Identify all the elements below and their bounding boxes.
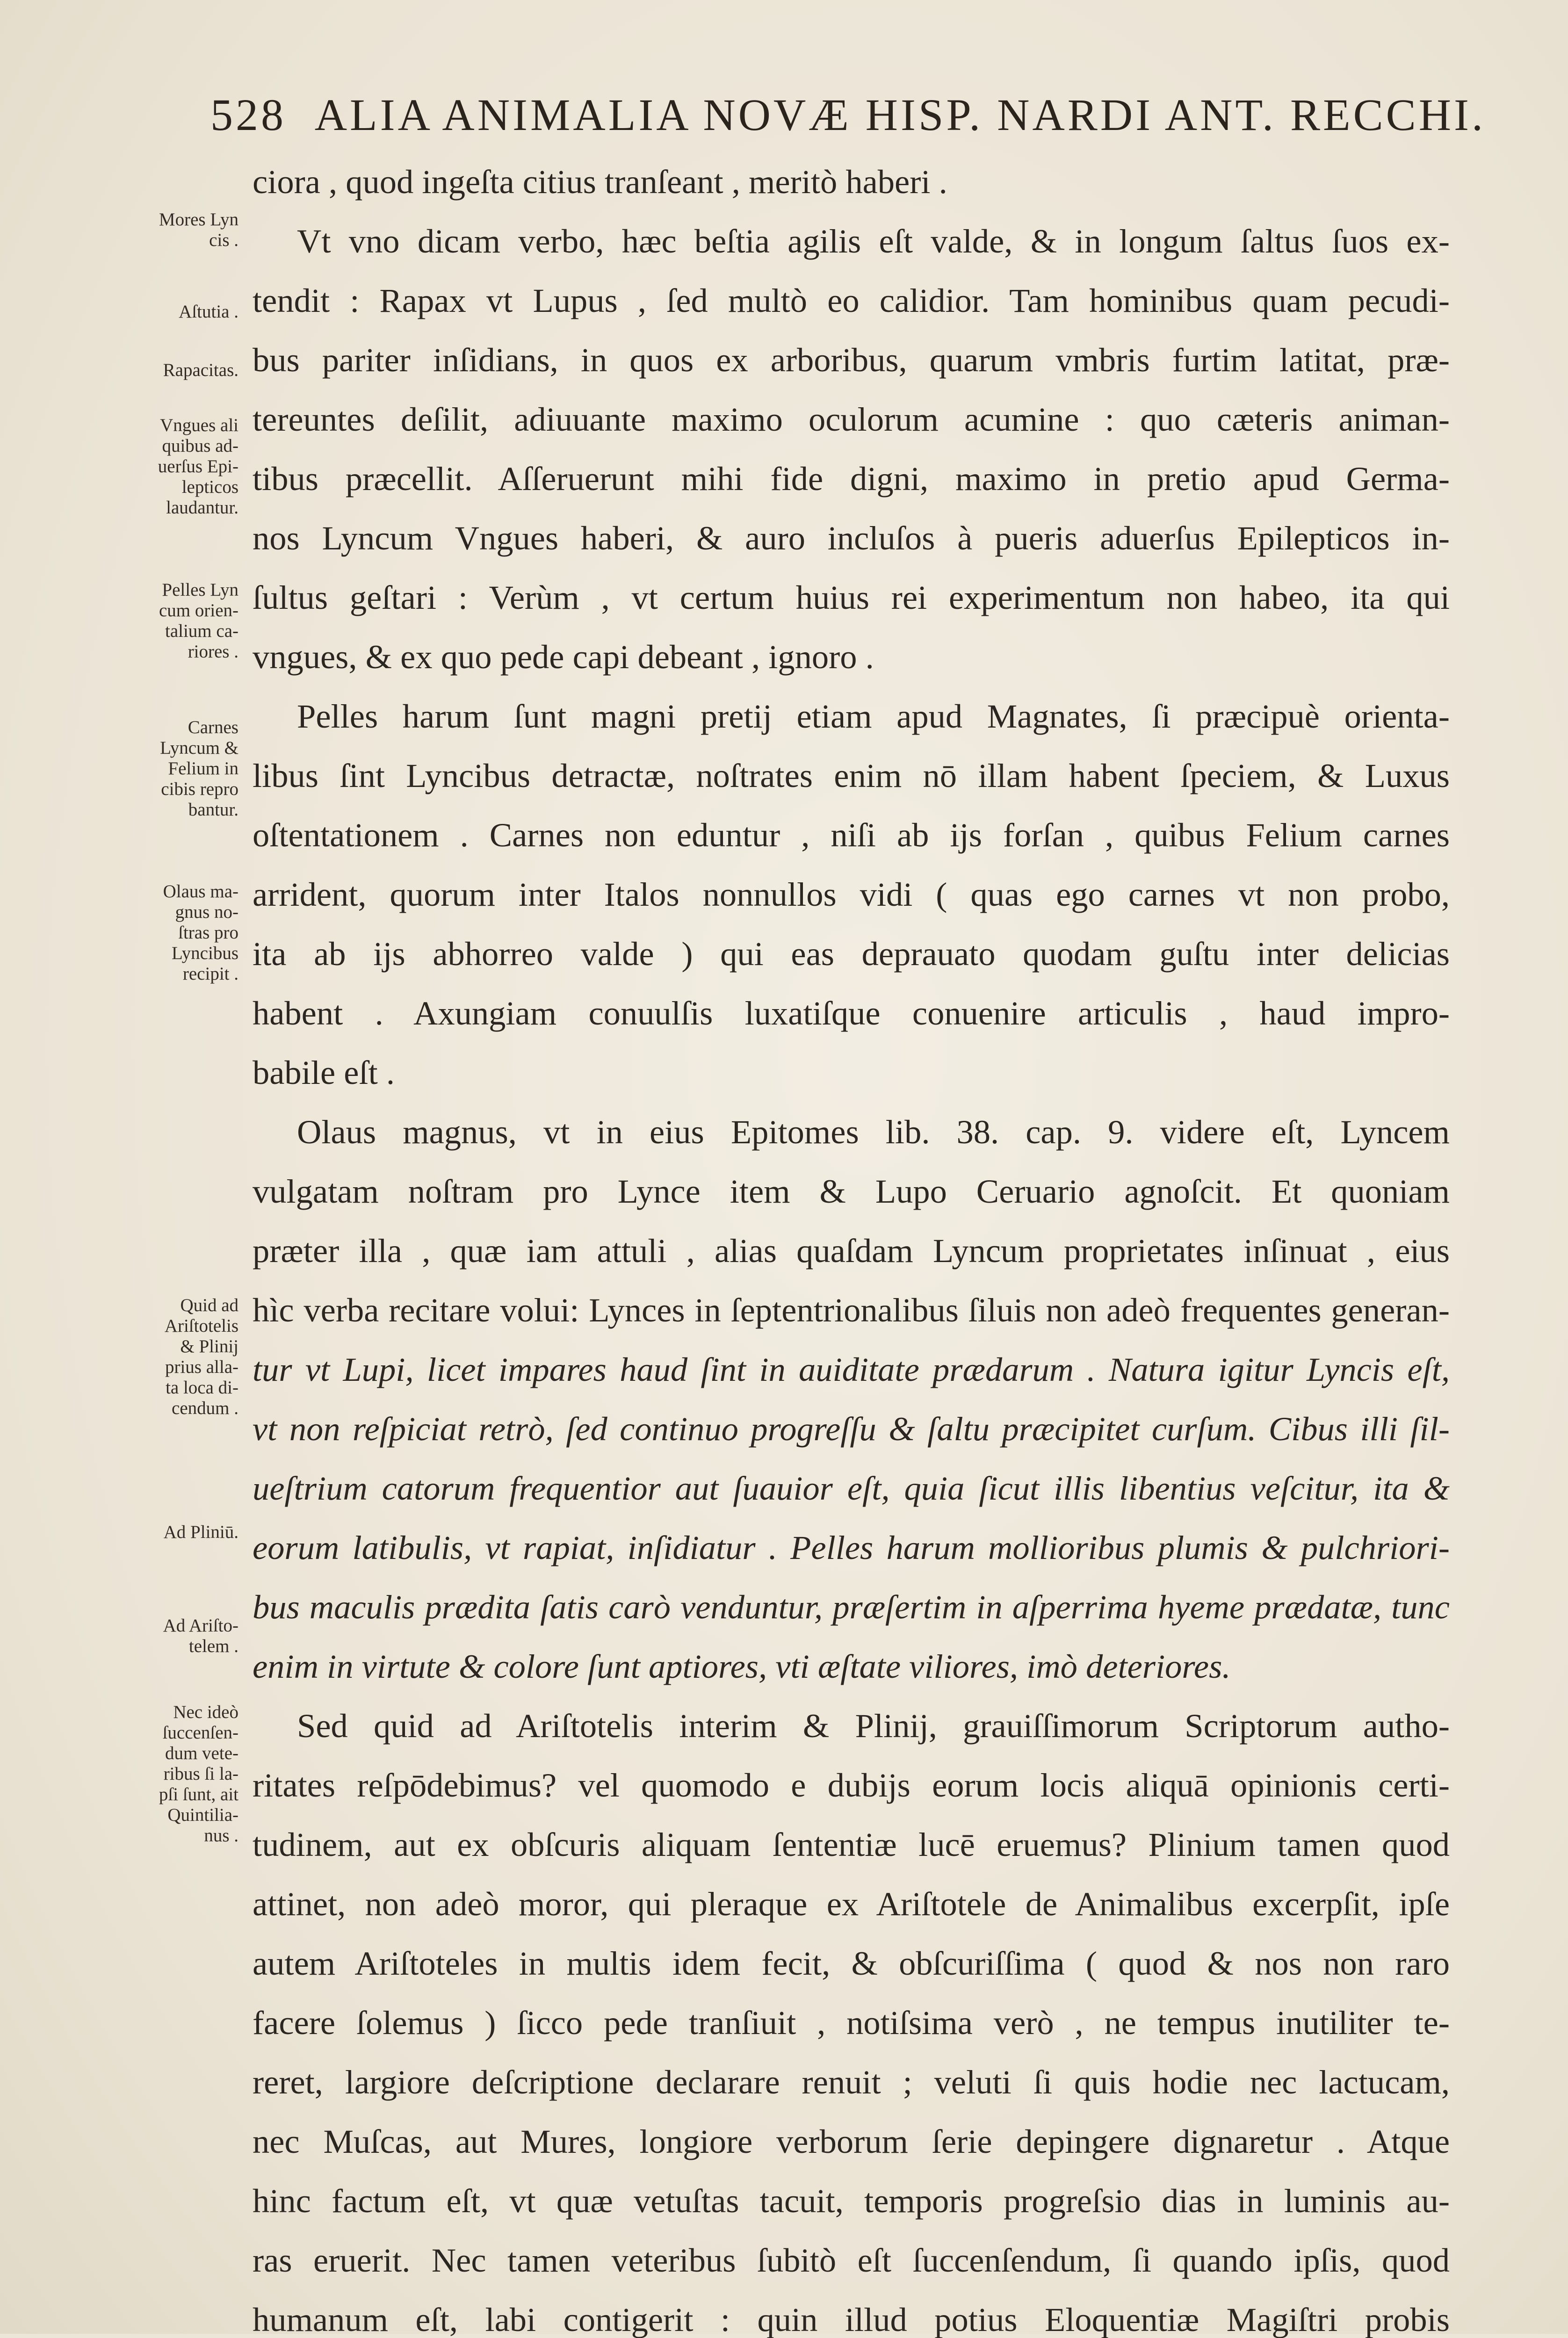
text-line: hìc verba recitare volui: Lynces in ſeptentrionalibus ſiluis non adeò frequentes generan- — [253, 1291, 1450, 1329]
text-line: attinet, non adeò moror, qui pleraque ex Ariſtotele de Animalibus excerpſit, ipſe — [253, 1885, 1450, 1923]
marginal-note — [126, 1702, 238, 1846]
text-line: præter illa , quæ iam attuli , alias quaſdam Lyncum proprietates inſinuat , eius — [253, 1232, 1450, 1270]
text-line: Pelles harum ſunt magni pretij etiam apud Magnates, ſi præcipuè orienta- — [297, 697, 1450, 735]
marginal-note — [126, 209, 238, 251]
text-line: ras eruerit. Nec tamen veteribus ſubitò eſt ſuccenſendum, ſi quando ipſis, quod — [253, 2241, 1450, 2279]
text-line: ſultus geſtari : Verùm , vt certum huius rei experimentum non habeo, ita qui — [253, 578, 1450, 616]
marginal-note-line: ſuccenſen- — [162, 1723, 238, 1743]
text-line: hinc factum eſt, vt quæ vetuſtas tacuit, temporis progreſsio dias in luminis au- — [253, 2182, 1450, 2220]
marginal-note-line: uerſus Epi- — [158, 456, 238, 476]
text-line: Sed quid ad Ariſtotelis interim & Plinij, grauiſſimorum Scriptorum autho- — [297, 1707, 1450, 1745]
marginal-note-line: Quintilia- — [167, 1805, 238, 1825]
marginal-note-line: telem . — [188, 1636, 238, 1656]
text-line: ciora , quod ingeſta citius tranſeant , meritò haberi . — [253, 163, 947, 201]
text-line: vt non reſpiciat retrò, ſed continuo progreſſu & ſaltu præcipitet curſum. Cibus illi ſil- — [253, 1410, 1450, 1448]
text-line: Vt vno dicam verbo, hæc beſtia agilis eſt valde, & in longum ſaltus ſuos ex- — [297, 222, 1450, 260]
marginal-note — [126, 1616, 238, 1657]
marginal-note-line: ſtras pro — [178, 923, 238, 943]
text-line: tudinem, aut ex obſcuris aliquam ſententiæ lucē eruemus? Plinium tamen quod — [253, 1826, 1450, 1863]
marginal-note-line: Rapacitas. — [163, 360, 238, 380]
text-line: facere ſolemus ) ſicco pede tranſiuit , notiſsima verò , ne tempus inutiliter te- — [253, 2004, 1450, 2042]
marginal-note-line: Ad Pliniū. — [163, 1522, 238, 1542]
text-line: tereuntes deſilit, adiuuante maximo oculorum acumine : quo cæteris animan- — [253, 400, 1450, 438]
page-number: 528 — [210, 90, 286, 140]
marginal-note-line: Felium in — [168, 758, 238, 779]
text-line: Olaus magnus, vt in eius Epitomes lib. 38. cap. 9. videre eſt, Lyncem — [297, 1113, 1450, 1151]
marginal-note-line: Lyncum & — [160, 738, 238, 758]
marginal-note-line: Mores Lyn — [159, 209, 238, 230]
marginal-note-line: & Plinij — [180, 1336, 238, 1357]
marginal-note-line: Lyncibus — [172, 943, 238, 963]
text-line: ita ab ijs abhorreo valde ) qui eas deprauato quodam guſtu inter delicias — [253, 935, 1450, 973]
running-header — [210, 89, 1486, 154]
text-line: nos Lyncum Vngues haberi, & auro incluſos à pueris aduerſus Epilepticos in- — [253, 519, 1450, 557]
marginal-note-line: prius alla- — [165, 1357, 238, 1377]
marginal-note-line: nus . — [204, 1826, 238, 1846]
text-line: tibus præcellit. Aſſeruerunt mihi fide digni, maximo in pretio apud Germa- — [253, 460, 1450, 498]
marginal-note-line: Ariſtotelis — [164, 1316, 238, 1336]
marginal-note-line: Aſtutia . — [179, 302, 238, 322]
text-line: tur vt Lupi, licet impares haud ſint in auiditate prædarum . Natura igitur Lyncis eſt, — [253, 1350, 1450, 1388]
marginal-note-line: cendum . — [172, 1398, 238, 1418]
text-line: enim in virtute & colore ſunt aptiores, vti æſtate viliores, imò deteriores. — [253, 1647, 1231, 1685]
marginal-note-line: Ad Ariſto- — [163, 1616, 238, 1636]
text-line: babile eſt . — [253, 1054, 395, 1091]
text-line: autem Ariſtoteles in multis idem fecit, & obſcuriſſima ( quod & nos non raro — [253, 1944, 1450, 1982]
text-line: vngues, & ex quo pede capi debeant , ignoro . — [253, 638, 874, 676]
marginal-note — [126, 580, 238, 662]
marginal-note-line: cis . — [209, 230, 238, 250]
text-line: bus maculis prædita ſatis carò venduntur, præſertim in aſperrima hyeme prædatæ, tunc — [253, 1588, 1450, 1626]
marginal-note — [126, 881, 238, 984]
text-line: vulgatam noſtram pro Lynce item & Lupo Ceruario agnoſcit. Et quoniam — [253, 1172, 1450, 1210]
marginal-note-line: Olaus ma- — [163, 881, 238, 902]
marginal-note-line: cum orien- — [159, 600, 238, 621]
marginal-note-line: quibus ad- — [162, 436, 238, 456]
marginal-note-line: Quid ad — [180, 1295, 238, 1315]
text-line: oſtentationem . Carnes non eduntur , niſi ab ijs forſan , quibus Felium carnes — [253, 816, 1450, 854]
text-line: nec Muſcas, aut Mures, longiore verborum ſerie depingere dignaretur . Atque — [253, 2122, 1450, 2160]
marginal-note-line: dum vete- — [165, 1743, 238, 1763]
text-line: tendit : Rapax vt Lupus , ſed multò eo calidior. Tam hominibus quam pecudi- — [253, 281, 1450, 319]
marginal-note — [126, 415, 238, 518]
marginal-note-line: gnus no- — [175, 902, 238, 922]
marginal-note-line: Nec ideò — [173, 1702, 238, 1722]
marginal-note-line: talium ca- — [165, 621, 238, 641]
marginal-note-line: Pelles Lyn — [162, 580, 238, 600]
marginal-note-line: bantur. — [188, 800, 238, 820]
text-line: ritates reſpōdebimus? vel quomodo e dubijs eorum locis aliquā opinionis certi- — [253, 1766, 1450, 1804]
text-line: eorum latibulis, vt rapiat, inſidiatur . Pelles harum mollioribus plumis & pulchriori- — [253, 1529, 1450, 1566]
running-title: ALIA ANIMALIA NOVÆ HISP. NARDI ANT. RECCHI. — [314, 90, 1486, 140]
marginal-note — [126, 302, 238, 322]
marginal-note-line: riores . — [188, 642, 238, 662]
marginal-note — [126, 717, 238, 820]
marginal-note-line: pſi ſunt, ait — [159, 1784, 238, 1804]
text-line: arrident, quorum inter Italos nonnullos vidi ( quas ego carnes vt non probo, — [253, 875, 1450, 913]
marginal-note-line: lepticos — [181, 477, 238, 497]
text-line: habent . Axungiam conuulſis luxatiſque conuenire articulis , haud impro- — [253, 994, 1450, 1032]
marginal-note — [126, 360, 238, 381]
marginal-note — [126, 1522, 238, 1543]
marginal-note-line: Carnes — [188, 717, 238, 737]
marginal-note-line: laudantur. — [166, 498, 238, 518]
marginal-note-line: ribus ſi la- — [163, 1764, 238, 1784]
text-line: humanum eſt, labi contigerit : quin illud potius Eloquentiæ Magiſtri probis — [253, 2301, 1450, 2338]
marginal-note — [126, 1295, 238, 1419]
text-line: ueſtrium catorum frequentior aut ſuauior eſt, quia ſicut illis libentius veſcitur, ita & — [253, 1469, 1450, 1507]
text-line: libus ſint Lyncibus detractæ, noſtrates enim nō illam habent ſpeciem, & Luxus — [253, 757, 1450, 794]
marginal-note-line: recipit . — [182, 964, 238, 984]
marginal-note-line: ta loca di- — [166, 1378, 238, 1398]
marginal-note-line: cibis repro — [161, 779, 238, 799]
text-line: reret, largiore deſcriptione declarare renuit ; veluti ſi quis hodie nec lactucam, — [253, 2063, 1450, 2101]
text-line: bus pariter inſidians, in quos ex arboribus, quarum vmbris furtim latitat, præ- — [253, 341, 1450, 379]
marginal-note-line: Vngues ali — [160, 415, 238, 435]
main-text-block — [253, 152, 1450, 2338]
